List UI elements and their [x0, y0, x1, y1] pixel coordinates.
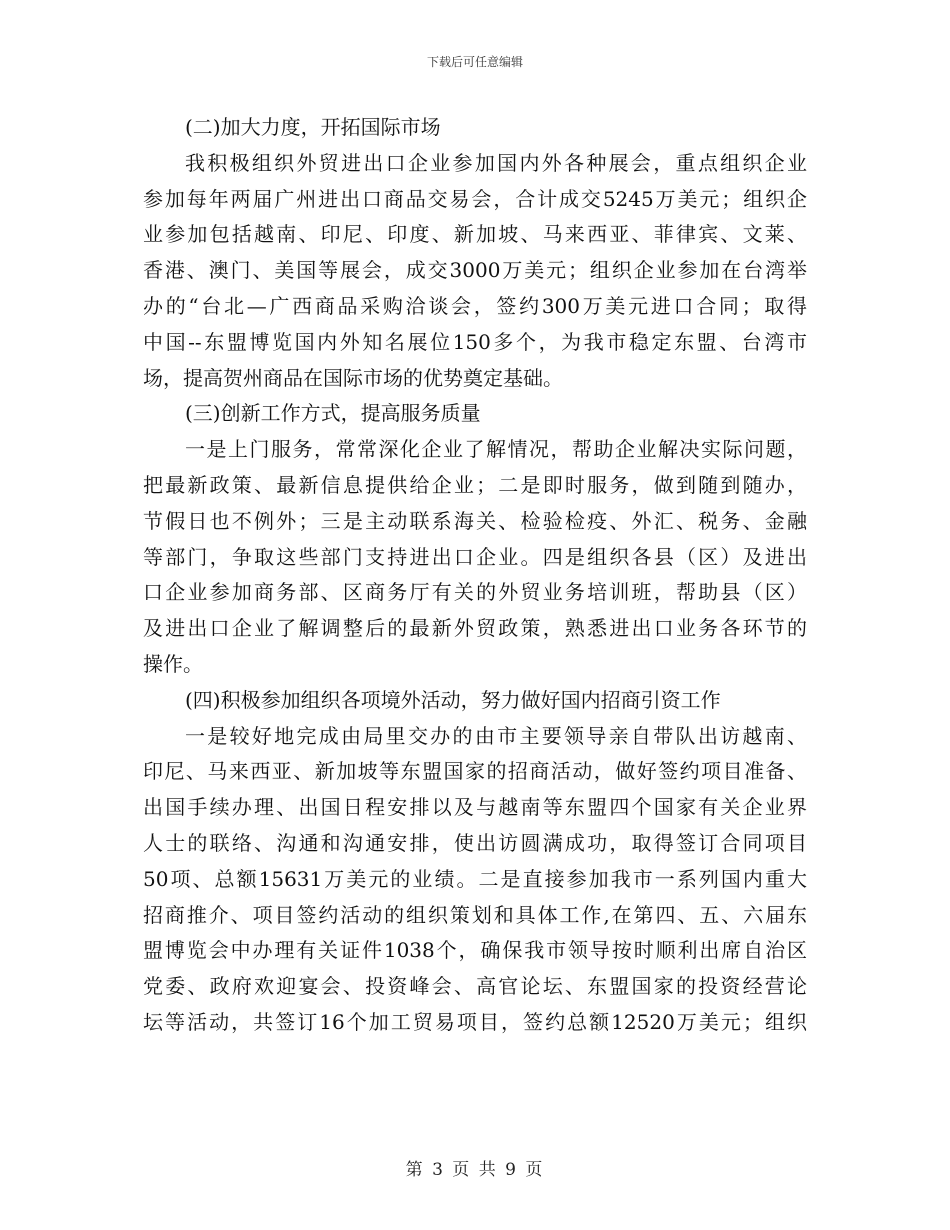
text-line: 出国手续办理、出国日程安排以及与越南等东盟四个国家有关企业界	[143, 795, 807, 820]
text-line: (四)积极参加组织各项境外活动，努力做好国内招商引资工作	[185, 687, 721, 712]
text-line: 人士的联络、沟通和沟通安排，使出访圆满成功，取得签订合同项目	[143, 830, 807, 855]
text-line: 我积极组织外贸进出口企业参加国内外各种展会，重点组织企业	[185, 150, 807, 175]
text-line: 节假日也不例外；三是主动联系海关、检验检疫、外汇、税务、金融	[143, 508, 807, 533]
text-line: 中国--东盟博览国内外知名展位150多个，为我市稳定东盟、台湾市	[143, 329, 807, 354]
text-line: 业参加包括越南、印尼、印度、新加坡、马来西亚、菲律宾、文莱、	[143, 222, 807, 247]
text-line: 香港、澳门、美国等展会，成交3000万美元；组织企业参加在台湾举	[143, 258, 807, 283]
document-body	[143, 110, 807, 1041]
text-line: 盟博览会中办理有关证件1038个，确保我市领导按时顺利出席自治区	[143, 938, 807, 963]
text-line: 办的“台北—广西商品采购洽谈会，签约300万美元进口合同；取得	[143, 293, 807, 318]
page-footer-number: 第 3 页 共 9 页	[405, 1160, 545, 1180]
text-line: 等部门，争取这些部门支持进出口企业。四是组织各县（区）及进出	[143, 544, 807, 569]
text-line: 党委、政府欢迎宴会、投资峰会、高官论坛、东盟国家的投资经营论	[143, 974, 807, 999]
text-line: (二)加大力度，开拓国际市场	[185, 115, 441, 139]
text-line: (三)创新工作方式，提高服务质量	[185, 401, 481, 426]
text-line: 及进出口企业了解调整后的最新外贸政策，熟悉进出口业务各环节的	[143, 616, 807, 641]
text-line: 50项、总额15631万美元的业绩。二是直接参加我市一系列国内重大	[143, 866, 807, 891]
text-line: 场，提高贺州商品在国际市场的优势奠定基础。	[143, 365, 563, 390]
text-line: 一是上门服务，常常深化企业了解情况，帮助企业解决实际问题，	[185, 437, 807, 462]
page-header-note: 下载后可任意编辑	[426, 55, 523, 69]
text-line: 一是较好地完成由局里交办的由市主要领导亲自带队出访越南、	[185, 723, 807, 748]
text-line: 口企业参加商务部、区商务厅有关的外贸业务培训班，帮助县（区）	[143, 580, 807, 605]
text-line: 把最新政策、最新信息提供给企业；二是即时服务，做到随到随办，	[143, 472, 807, 497]
text-line: 操作。	[143, 651, 203, 676]
text-line: 参加每年两届广州进出口商品交易会，合计成交5245万美元；组织企	[143, 186, 807, 211]
text-line: 招商推介、项目签约活动的组织策划和具体工作,在第四、五、六届东	[143, 902, 807, 927]
text-line: 坛等活动，共签订16个加工贸易项目，签约总额12520万美元；组织	[143, 1009, 807, 1034]
text-line: 印尼、马来西亚、新加坡等东盟国家的招商活动，做好签约项目准备、	[143, 759, 807, 784]
